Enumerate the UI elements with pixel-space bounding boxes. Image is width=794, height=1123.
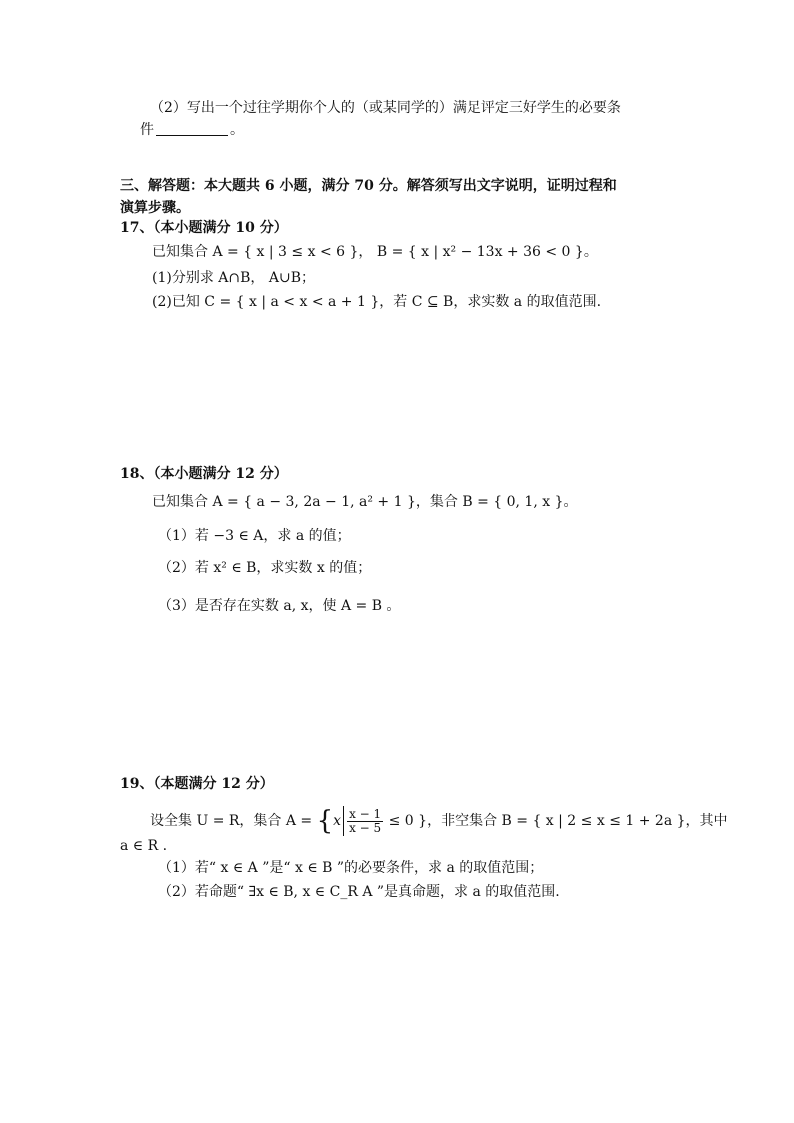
q18-part2: （2）若 x² ∈ B，求实数 x 的值； — [158, 560, 372, 576]
q19-stem-line2: a ∈ R . — [120, 838, 168, 854]
section3-heading-line2: 演算步骤。 — [120, 200, 190, 216]
fraction-numerator: x − 1 — [349, 806, 382, 821]
q19-stem — [150, 806, 728, 836]
fraction — [347, 808, 383, 835]
q17-title: 17、（本小题满分 10 分） — [120, 220, 288, 236]
q19-part1: （1）若“ x ∈ A ”是“ x ∈ B ”的必要条件，求 a 的取值范围； — [158, 860, 544, 876]
q17-stem: 已知集合 A = { x | 3 ≤ x < 6 }， B = { x | x² − 13x + 36 < 0 }。 — [152, 244, 598, 260]
q19-part2: （2）若命题“ ∃x ∈ B, x ∈ C_R A ”是真命题，求 a 的取值范围. — [158, 884, 560, 900]
q17-part2: (2)已知 C = { x | a < x < a + 1 }，若 C ⊆ B，求实数 a 的取值范围. — [152, 294, 602, 310]
q18-stem: 已知集合 A = { a − 3, 2a − 1, a² + 1 }，集合 B = { 0, 1, x }。 — [152, 494, 578, 510]
q18-part1: （1）若 −3 ∈ A，求 a 的值； — [158, 528, 351, 544]
q2-line2-post: 。 — [230, 122, 244, 138]
q2-line2 — [140, 120, 244, 140]
set-bar — [343, 806, 344, 836]
q18-part3: （3）是否存在实数 a, x，使 A = B 。 — [158, 598, 401, 614]
q17-part1: (1)分别求 A∩B， A∪B； — [152, 270, 315, 286]
q2-line2-pre: 件 — [140, 122, 154, 138]
q18-title: 18、（本小题满分 12 分） — [120, 466, 288, 482]
q19-title: 19、（本题满分 12 分） — [120, 776, 274, 792]
q19-stem-pre: 设全集 U = R，集合 A = — [150, 813, 313, 829]
q19-stem-post: ≤ 0 }，非空集合 B = { x | 2 ≤ x ≤ 1 + 2a }，其中 — [388, 813, 728, 829]
set-variable: x — [333, 813, 342, 829]
q2-line1: （2）写出一个过往学期你个人的（或某同学的）满足评定三好学生的必要条 — [150, 100, 621, 116]
left-brace: { — [316, 806, 334, 836]
section3-heading-line1: 三、解答题：本大题共 6 小题，满分 70 分。解答须写出文字说明，证明过程和 — [120, 178, 617, 194]
answer-blank — [156, 121, 228, 136]
fraction-denominator: x − 5 — [349, 820, 382, 835]
